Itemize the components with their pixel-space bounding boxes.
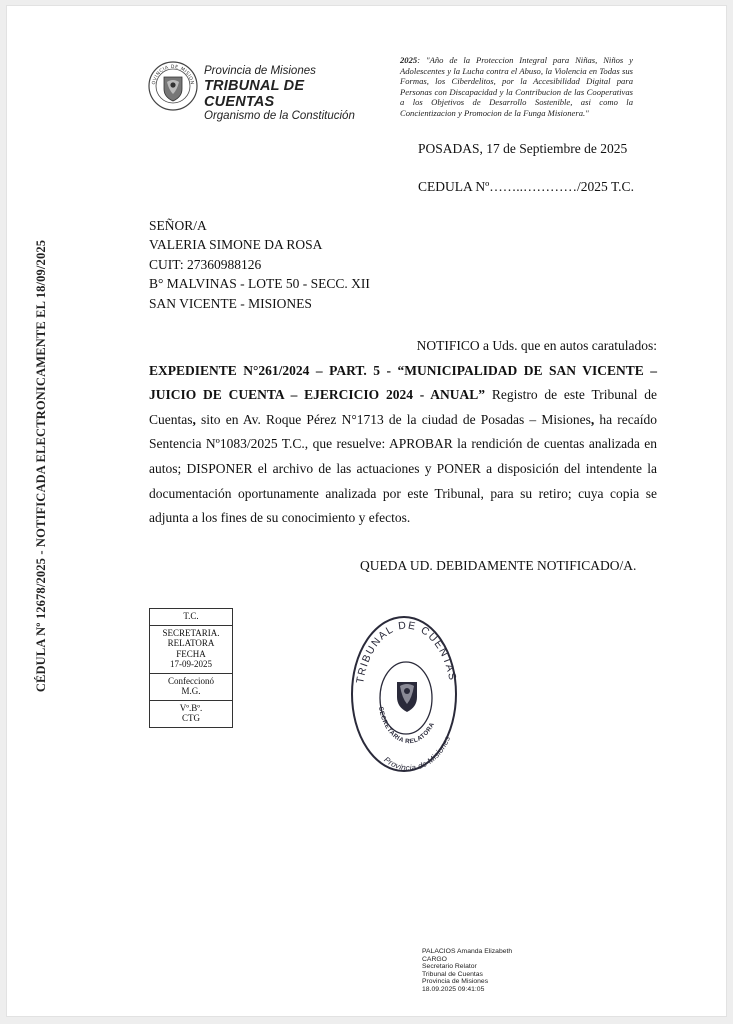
- addressee-block: [149, 216, 370, 313]
- control-box-approved: [150, 700, 232, 727]
- date-label: FECHA: [176, 648, 206, 659]
- provincial-shield-emblem-icon: [147, 58, 199, 114]
- digital-signature: [422, 948, 512, 994]
- year-motto: [400, 55, 633, 119]
- motto-year: 2025: [400, 55, 418, 65]
- addressee-salutation: SEÑOR/A: [149, 218, 207, 233]
- control-box-department: [150, 625, 232, 673]
- signer-role: Secretario Relator: [422, 963, 477, 971]
- body-text-3: ha recaído Sentencia Nº1083/2025 T.C., que resuelve: APROBAR la rendición de cuentas analizada en autos; DISPONER el archivo de las actuaciones y PONER a disposición del intendente la documentación oportunamente analizada por este Tribunal, para su retiro; cuya copia se adjunta a los fines de su conocimiento y efectos.: [149, 411, 657, 526]
- signature-timestamp: 18.09.2025 09:41:05: [422, 985, 485, 993]
- department-line-1: SECRETARIA.: [162, 627, 220, 638]
- closing-statement: QUEDA UD. DEBIDAMENTE NOTIFICADO/A.: [360, 558, 637, 573]
- body-text-2: sito en Av. Roque Pérez N°1713 de la ciudad de Posadas – Misiones: [195, 411, 591, 427]
- svg-text:SECRETARIA RELATORA: [377, 706, 436, 745]
- tc-label: T.C.: [183, 611, 199, 621]
- addressee-city: SAN VICENTE - MISIONES: [149, 295, 312, 311]
- addressee-address: B° MALVINAS - LOTE 50 - SECC. XII: [149, 276, 370, 292]
- case-title: EXPEDIENTE N°261/2024 – PART. 5 - “MUNICIPALIDAD DE SAN VICENTE – JUICIO DE CUENTA – EJERCICIO 2024 - ANUAL”: [149, 362, 657, 403]
- prepared-value: M.G.: [181, 686, 201, 696]
- department-line-2: RELATORA: [167, 638, 215, 648]
- signer-province: Provincia de Misiones: [422, 978, 489, 986]
- body-text-1: Registro de este Tribunal de Cuentas: [149, 387, 657, 427]
- control-box: [149, 608, 233, 728]
- body-comma-1: ,: [192, 411, 196, 427]
- body-comma-2: ,: [590, 411, 595, 427]
- motto-text: : "Año de la Proteccion Integral para Niñas, Niños y Adolescentes y la Lucha contra el Abuso, la Violencia en Todas sus Formas, los Ciberdelitos, por la Accesibilidad Digital para Personas con Discapacidad y la Contribucion de las Cooperativas a los Objetivos de Desarrollo Sostenible, asi como la Concientizacion y Promocion de la Funga Misionera.": [400, 55, 633, 118]
- signer-cargo-label: CARGO: [422, 955, 447, 963]
- prepared-label: Confeccionó: [168, 675, 214, 686]
- date-value: 17-09-2025: [170, 659, 212, 669]
- stamp-emblem-icon: [397, 682, 417, 712]
- signer-institution: Tribunal de Cuentas: [422, 970, 483, 978]
- place-date: POSADAS, 17 de Septiembre de 2025: [418, 141, 628, 156]
- notification-body: [149, 334, 657, 531]
- signer-name: PALACIOS Amanda Elizabeth: [422, 948, 513, 955]
- emblem-arc-text: OVINCIA DE MISION: [151, 64, 195, 86]
- control-box-prepared: [150, 673, 232, 700]
- notification-lead: NOTIFICO a Uds. que en autos caratulados:: [416, 338, 657, 353]
- document-page: [6, 5, 727, 1017]
- org-name: TRIBUNAL DE CUENTAS: [204, 77, 305, 111]
- stamp-inner-text: SECRETARIA RELATORA: [377, 706, 437, 746]
- cedula-reference: CEDULA Nº……..…………/2025 T.C.: [418, 179, 634, 194]
- addressee-name: VALERIA SIMONE DA ROSA: [149, 237, 323, 253]
- tribunal-logo: [147, 58, 362, 123]
- org-subtitle: Organismo de la Constitución: [204, 110, 355, 123]
- addressee-cuit: CUIT: 27360988126: [149, 256, 262, 272]
- svg-text:TRIBUNAL DE CUENTAS: [354, 619, 458, 684]
- approved-value: CTG: [182, 713, 200, 723]
- official-stamp: [345, 612, 461, 772]
- stamp-bottom-text: Provincia de Misiones: [382, 734, 453, 772]
- control-box-tc: [150, 609, 232, 625]
- electronic-notification-side-note: CÉDULA Nº 12678/2025 - NOTIFICADA ELECTRONICAMENTE EL 18/09/2025: [34, 239, 48, 693]
- approved-label: Vº.Bº.: [179, 702, 203, 713]
- stamp-top-text: TRIBUNAL DE CUENTAS: [354, 619, 459, 685]
- org-province: Provincia de Misiones: [204, 65, 316, 77]
